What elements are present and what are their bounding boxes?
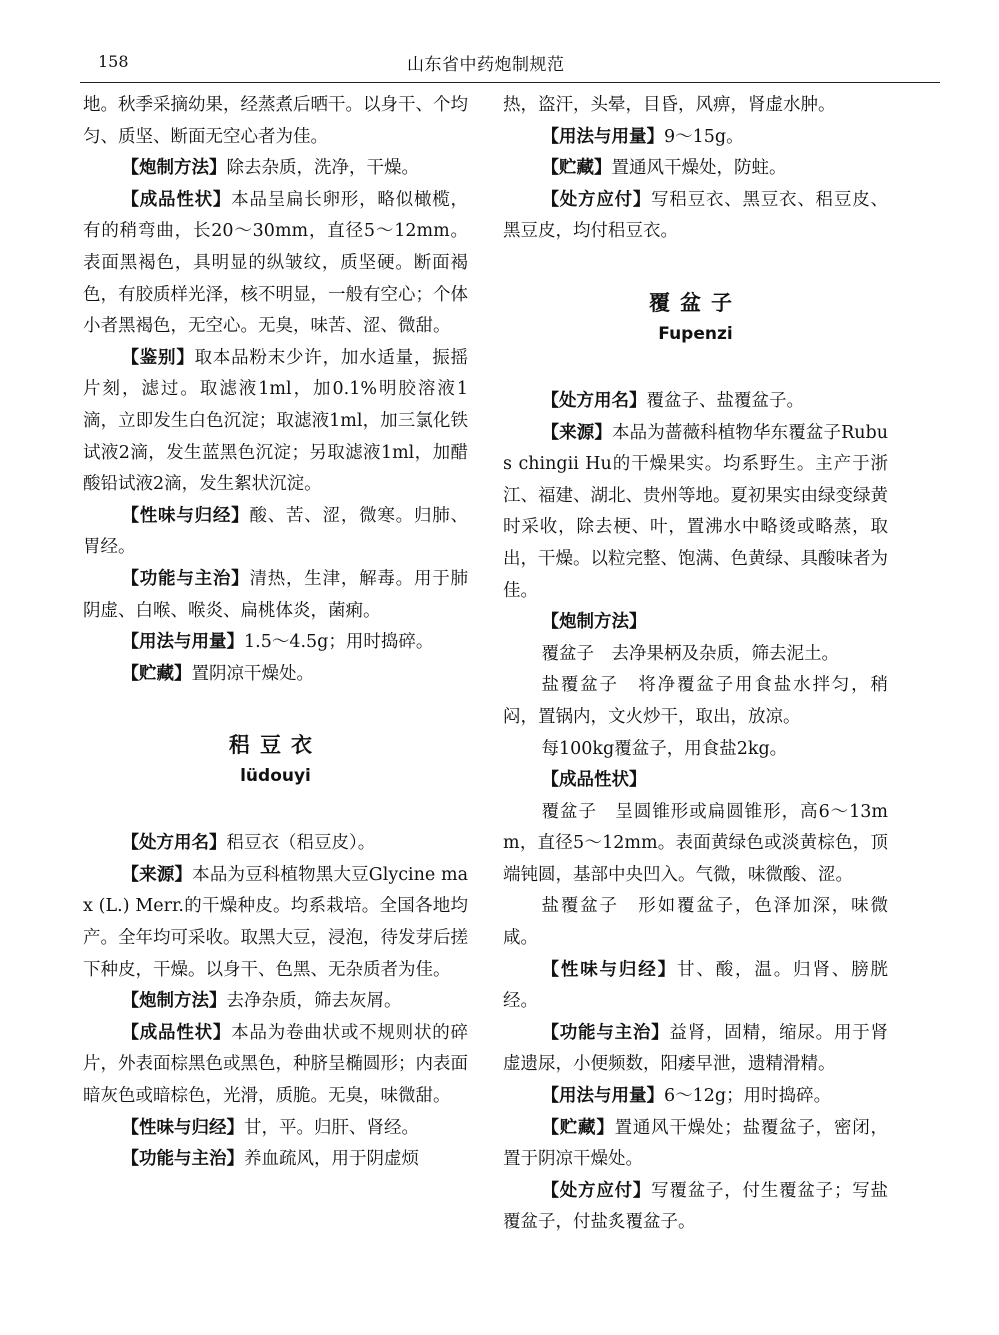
section-paragraph	[503, 797, 888, 892]
section-label: 【处方应付】	[541, 189, 652, 210]
section-text: 本品为蔷薇科植物华东覆盆子Rubus chingii Hu的干燥果实。均系野生。主产于浙江、福建、湖北、贵州等地。夏初果实由绿变绿黄时采收，除去梗、叶，置沸水中略烫或略蒸，取出，干燥。以粒完整、饱满、色黄绿、具酸味者为佳。	[503, 422, 889, 601]
section-text: 去净果柄及杂质，筛去泥土。	[594, 643, 839, 664]
section-label: 【用法与用量】	[121, 632, 244, 653]
header-rule	[80, 82, 940, 83]
section-label: 【功能与主治】	[121, 1149, 244, 1170]
right-column	[503, 90, 888, 1239]
section-paragraph	[503, 153, 888, 185]
section-paragraph	[503, 418, 888, 608]
section-paragraph	[83, 501, 468, 564]
section-label: 【处方用名】	[541, 390, 647, 411]
section-paragraph	[503, 1018, 888, 1081]
section-text: 取本品粉末少许，加水适量，振摇片刻，滤过。取滤液1ml，加0.1%明胶溶液1滴，立即发生白色沉淀；取滤液1ml，加三氯化铁试液2滴，发生蓝黑色沉淀；另取滤液1ml，加醋酸铅试液2滴，发生絮状沉淀。	[83, 347, 469, 495]
section-label: 【处方用名】	[121, 833, 227, 854]
section-label: 【功能与主治】	[541, 1022, 670, 1043]
section-label: 【性味与归经】	[121, 1117, 244, 1138]
section-paragraph	[503, 607, 888, 639]
section-paragraph	[503, 891, 888, 954]
section-label: 盐覆盆子	[541, 896, 619, 917]
section-label: 【用法与用量】	[541, 1086, 664, 1107]
section-paragraph	[83, 986, 468, 1018]
section-text: 置通风干燥处；盐覆盆子，密闭，置于阴凉干燥处。	[503, 1117, 889, 1170]
section-text: 本品呈扁长卵形，略似橄榄，有的稍弯曲，长20～30mm，直径5～12mm。表面黑褐色，具明显的纵皱纹，质坚硬。断面褐色，有胶质样光泽，核不明显，一般有空心；个体小者黑褐色，无空心。无臭，味苦、涩、微甜。	[83, 189, 469, 337]
section-text: 1.5～4.5g；用时捣碎。	[244, 632, 434, 653]
section-paragraph	[83, 659, 468, 691]
section-text: 写覆盆子，付生覆盆子；写盐覆盆子，付盐炙覆盆子。	[503, 1180, 889, 1233]
entry-title-pinyin: Fupenzi	[658, 323, 733, 344]
section-text: 置阴凉干燥处。	[191, 663, 314, 684]
section-text: 清热，生津，解毒。用于肺阴虚、白喉、喉炎、扁桃体炎，菌痢。	[83, 568, 469, 621]
section-text: 甘，平。归肝、肾经。	[244, 1117, 419, 1138]
section-label: 【鉴别】	[121, 347, 195, 368]
section-paragraph	[83, 860, 468, 986]
section-text: 本品为卷曲状或不规则状的碎片，外表面棕黑色或黑色，种脐呈椭圆形；内表面暗灰色或暗棕色，光滑，质脆。无臭，味微甜。	[83, 1022, 469, 1107]
section-text: 写稆豆衣、黑豆衣、稆豆皮、黑豆皮，均付稆豆衣。	[503, 189, 889, 242]
section-label: 【贮藏】	[121, 663, 192, 684]
section-text: 稆豆衣（稆豆皮）。	[226, 833, 376, 854]
entry-title-pinyin: lüdouyi	[240, 766, 311, 787]
section-text: 呈圆锥形或扁圆锥形，高6～13mm，直径5～12mm。表面黄绿色或淡黄棕色，顶端钝圆，基部中央凹入。气微，味微酸、涩。	[503, 801, 889, 885]
section-paragraph	[83, 185, 468, 343]
running-title: 山东省中药炮制规范	[407, 55, 565, 75]
section-text: 甘、酸，温。归肾、膀胱经。	[503, 959, 889, 1012]
section-label: 【来源】	[541, 422, 612, 443]
section-label: 【处方应付】	[541, 1180, 652, 1201]
left-column	[83, 90, 468, 1176]
section-paragraph	[83, 1113, 468, 1145]
section-label: 【性味与归经】	[121, 505, 250, 526]
section-paragraph	[503, 639, 888, 671]
section-label: 【成品性状】	[121, 1022, 232, 1043]
section-label: 【用法与用量】	[541, 126, 664, 147]
section-text: 本品为豆科植物黑大豆Glycine max (L.) Merr.的干燥种皮。均系栽培。全国各地均产。全年均可采收。取黑大豆，浸泡，待发芽后搓下种皮，干燥。以身干、色黑、无杂质者为佳。	[83, 864, 469, 980]
section-paragraph	[503, 765, 888, 797]
section-text: 形如覆盆子，色泽加深，味微咸。	[503, 896, 889, 949]
entry-title-chinese: 覆盆子	[649, 290, 742, 315]
section-text: 去净杂质，筛去灰屑。	[226, 991, 402, 1012]
section-label: 【性味与归经】	[541, 959, 677, 980]
section-label: 【成品性状】	[541, 770, 647, 791]
section-text: 6～12g；用时捣碎。	[664, 1086, 832, 1107]
section-label: 【炮制方法】	[121, 991, 227, 1012]
section-paragraph	[503, 734, 888, 766]
section-label: 【来源】	[121, 864, 193, 885]
section-text: 置通风干燥处，防蛀。	[611, 158, 787, 179]
continuation-paragraph: 地。秋季采摘幼果，经蒸煮后晒干。以身干、个均匀、质坚、断面无空心者为佳。	[83, 95, 468, 147]
section-label: 【功能与主治】	[121, 568, 250, 589]
section-paragraph	[83, 627, 468, 659]
section-paragraph	[503, 955, 888, 1018]
section-text: 覆盆子、盐覆盆子。	[646, 390, 804, 411]
section-text: 除去杂质，洗净，干燥。	[226, 158, 419, 179]
section-paragraph	[503, 1176, 888, 1239]
section-text: 养血疏风，用于阴虚烦	[244, 1149, 419, 1170]
section-paragraph	[503, 1113, 888, 1176]
section-text: 将净覆盆子用食盐水拌匀，稍闷，置锅内，文火炒干，取出，放凉。	[503, 675, 889, 727]
section-paragraph	[503, 122, 888, 154]
section-paragraph	[83, 1018, 468, 1113]
section-text: 每100kg覆盆子，用食盐2kg。	[541, 738, 788, 759]
section-label: 覆盆子	[541, 643, 594, 664]
section-paragraph	[83, 153, 468, 185]
section-label: 覆盆子	[541, 801, 597, 822]
section-paragraph	[83, 564, 468, 627]
section-label: 盐覆盆子	[541, 675, 619, 696]
entry-title	[83, 728, 468, 790]
section-paragraph	[83, 343, 468, 501]
section-paragraph	[503, 670, 888, 733]
section-label: 【贮藏】	[541, 1117, 615, 1138]
section-label: 【成品性状】	[121, 189, 232, 210]
section-paragraph	[503, 1081, 888, 1113]
section-text: 酸、苦、涩，微寒。归肺、胃经。	[83, 505, 469, 558]
section-label: 【炮制方法】	[541, 612, 647, 633]
continuation-paragraph: 热，盗汗，头晕，目昏，风痹，肾虚水肿。	[503, 95, 836, 115]
section-paragraph	[503, 185, 888, 248]
section-paragraph	[83, 1144, 468, 1176]
section-paragraph	[503, 386, 888, 418]
section-label: 【炮制方法】	[121, 158, 227, 179]
section-label: 【贮藏】	[541, 158, 612, 179]
section-text: 9～15g。	[664, 126, 744, 147]
entry-title-chinese: 稆豆衣	[229, 733, 322, 758]
page-number: 158	[98, 52, 129, 71]
section-paragraph	[83, 828, 468, 860]
section-text: 益肾，固精，缩尿。用于肾虚遗尿，小便频数，阳痿早泄，遗精滑精。	[503, 1022, 889, 1075]
entry-title	[503, 286, 888, 348]
